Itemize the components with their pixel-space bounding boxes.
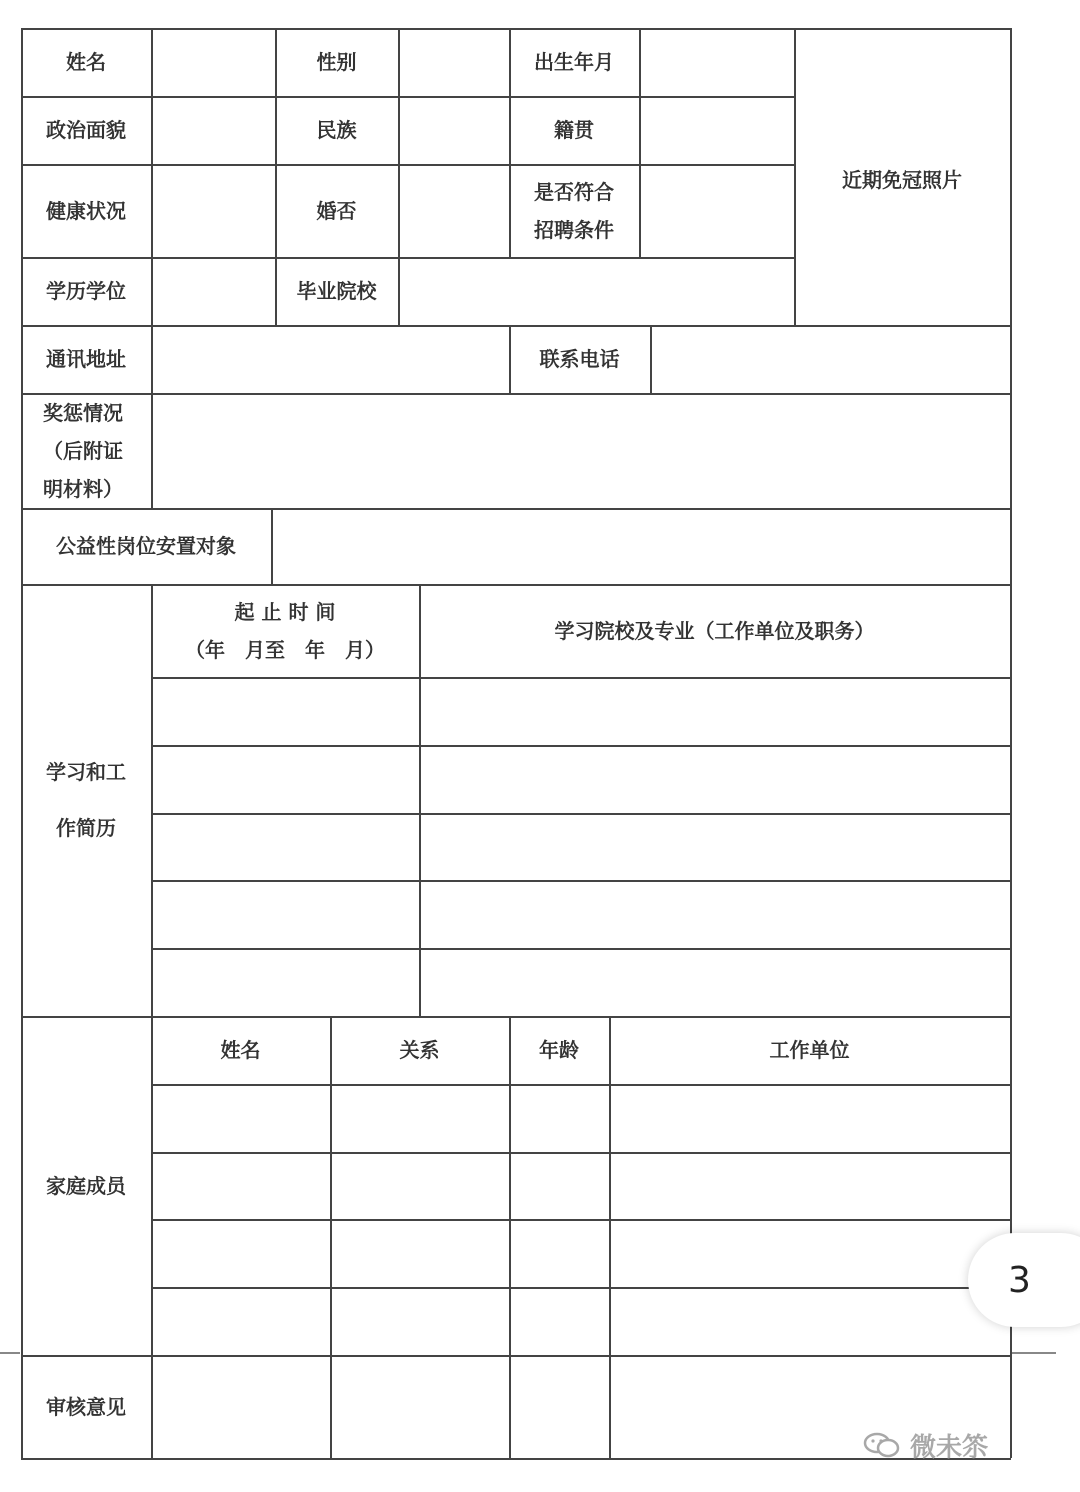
grid-line (398, 28, 400, 325)
value-birth[interactable] (639, 28, 794, 96)
label-political: 政治面貌 (46, 118, 126, 142)
grid-line (509, 28, 511, 257)
label-awards-line3: 明材料） (43, 476, 123, 501)
page-number-badge[interactable] (968, 1233, 1080, 1327)
header-period (151, 584, 419, 677)
label-school: 毕业院校 (296, 279, 377, 303)
grid-line (650, 325, 652, 393)
label-awards-line2: （后附证 (43, 438, 123, 463)
header-family-age: 年龄 (539, 1038, 579, 1062)
grid-line (794, 28, 796, 325)
label-address: 通讯地址 (46, 347, 126, 371)
label-ethnicity: 民族 (316, 118, 357, 142)
header-family-relation: 关系 (399, 1038, 440, 1062)
grid-line (21, 257, 794, 259)
grid-line (330, 1016, 332, 1458)
label-family: 家庭成员 (46, 1173, 126, 1198)
label-resume-line2: 作简历 (56, 816, 116, 840)
grid-line (151, 1152, 1010, 1154)
grid-line (151, 1219, 1010, 1221)
label-phone: 联系电话 (539, 347, 620, 371)
label-education: 学历学位 (46, 279, 126, 303)
photo-box[interactable] (794, 28, 1010, 325)
label-native-place: 籍贯 (554, 118, 594, 142)
grid-line (275, 28, 277, 325)
header-period-line1: 起 止 时 间 (234, 599, 336, 624)
value-gender[interactable] (398, 28, 509, 96)
grid-line (151, 1084, 1010, 1086)
label-review: 审核意见 (46, 1394, 126, 1419)
grid-line (271, 508, 273, 584)
label-eligible-line1: 是否符合 (534, 179, 614, 204)
grid-line (21, 1016, 1011, 1018)
header-family-work: 工作单位 (769, 1038, 850, 1062)
label-name: 姓名 (66, 50, 106, 74)
watermark (862, 1428, 988, 1462)
label-birth: 出生年月 (534, 50, 614, 74)
grid-line (21, 28, 23, 1458)
value-name[interactable] (151, 28, 275, 96)
grid-line (21, 584, 1011, 586)
header-period-line2: （年 月至 年 月） (185, 637, 385, 662)
label-awards (21, 393, 151, 508)
grid-line (151, 745, 1010, 747)
page-number: 3 (1008, 1259, 1031, 1301)
grid-line (21, 325, 1011, 327)
grid-line (151, 677, 1010, 679)
header-institution: 学习院校及专业（工作单位及职务） (554, 618, 875, 643)
grid-line (419, 584, 421, 1016)
page-edge-line (0, 1352, 20, 1354)
grid-line (21, 1355, 1011, 1357)
grid-line (151, 948, 1010, 950)
label-awards-line1: 奖惩情况 (43, 400, 123, 425)
label-gender: 性别 (316, 50, 357, 74)
grid-line (509, 325, 511, 393)
grid-line (609, 1016, 611, 1458)
grid-line (21, 393, 1011, 395)
label-eligible (509, 164, 639, 257)
label-health: 健康状况 (46, 198, 126, 223)
grid-line (21, 164, 794, 166)
grid-line (151, 1287, 1010, 1289)
grid-line (151, 813, 1010, 815)
label-public-post: 公益性岗位安置对象 (56, 534, 236, 558)
grid-line (509, 1016, 511, 1458)
label-resume (21, 584, 151, 1016)
grid-line (21, 96, 794, 98)
watermark-text: 微未䇣 (910, 1432, 989, 1463)
grid-line (639, 28, 641, 257)
grid-line (21, 28, 1011, 30)
page-edge-line (1012, 1352, 1056, 1354)
label-marital: 婚否 (316, 198, 357, 223)
header-family-name: 姓名 (220, 1038, 261, 1062)
label-eligible-line2: 招聘条件 (534, 217, 614, 242)
grid-line (151, 584, 153, 1458)
grid-line (21, 508, 1011, 510)
grid-line (151, 28, 153, 508)
wechat-icon (862, 1430, 902, 1460)
grid-line (151, 880, 1010, 882)
label-resume-line1: 学习和工 (46, 760, 126, 784)
photo-label: 近期免冠照片 (842, 168, 962, 192)
